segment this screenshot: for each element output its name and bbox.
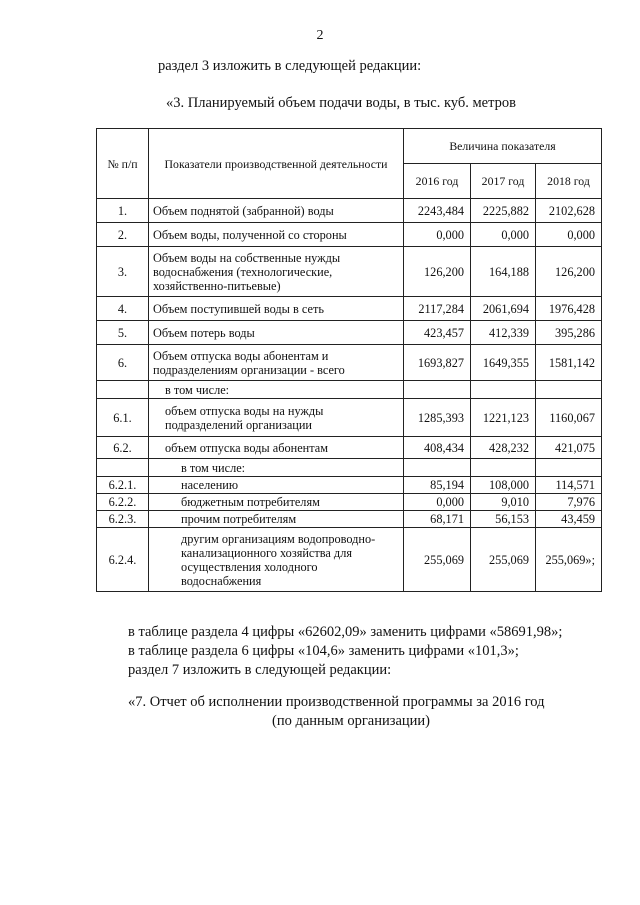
row-value: 2102,628	[536, 199, 602, 223]
table-row	[97, 247, 602, 297]
row-value: 1160,067	[536, 399, 602, 437]
row-label: Объем поднятой (забранной) воды	[149, 199, 404, 223]
change-line-1: в таблице раздела 4 цифры «62602,09» заменить цифрами «58691,98»;	[128, 624, 563, 640]
table-row	[97, 381, 602, 399]
header-year: 2017 год	[471, 164, 536, 199]
row-value: 126,200	[536, 247, 602, 297]
row-value: 0,000	[404, 494, 471, 511]
table-row	[97, 223, 602, 247]
row-label: в том числе:	[149, 381, 404, 399]
change-line-3: раздел 7 изложить в следующей редакции:	[128, 662, 392, 678]
row-number: 6.2.4.	[97, 528, 149, 592]
table-row	[97, 494, 602, 511]
row-number: 2.	[97, 223, 149, 247]
row-value: 0,000	[536, 223, 602, 247]
row-label: Объем воды на собственные нужды водоснабжения (технологические, хозяйственно-питьевые)	[149, 247, 404, 297]
table-row	[97, 199, 602, 223]
row-value: 7,976	[536, 494, 602, 511]
table-row	[97, 459, 602, 477]
row-value	[536, 459, 602, 477]
header-year: 2018 год	[536, 164, 602, 199]
row-label: Объем потерь воды	[149, 321, 404, 345]
table-row	[97, 528, 602, 592]
row-label: Объем воды, полученной со стороны	[149, 223, 404, 247]
row-value: 255,069	[404, 528, 471, 592]
row-value: 1581,142	[536, 345, 602, 381]
row-value: 255,069»;	[536, 528, 602, 592]
row-value: 1976,428	[536, 297, 602, 321]
section7-title: «7. Отчет об исполнении производственной программы за 2016 год	[128, 694, 545, 710]
row-number: 6.	[97, 345, 149, 381]
table-row	[97, 321, 602, 345]
row-number: 5.	[97, 321, 149, 345]
row-label: бюджетным потребителям	[149, 494, 404, 511]
table-header-row	[97, 129, 602, 164]
page-number: 2	[316, 28, 324, 43]
row-value	[404, 381, 471, 399]
row-number: 6.2.	[97, 437, 149, 459]
row-number	[97, 381, 149, 399]
header-year: 2016 год	[404, 164, 471, 199]
row-label: Объем отпуска воды абонентам и подразделениям организации - всего	[149, 345, 404, 381]
row-label: населению	[149, 477, 404, 494]
intro-text: раздел 3 изложить в следующей редакции:	[158, 58, 422, 74]
row-value: 412,339	[471, 321, 536, 345]
row-value	[404, 459, 471, 477]
water-supply-table	[96, 128, 602, 592]
table-row	[97, 399, 602, 437]
row-value: 1693,827	[404, 345, 471, 381]
row-number: 6.2.1.	[97, 477, 149, 494]
row-value	[536, 381, 602, 399]
table-row	[97, 477, 602, 494]
row-value: 0,000	[471, 223, 536, 247]
row-value: 395,286	[536, 321, 602, 345]
row-value: 255,069	[471, 528, 536, 592]
row-value: 1285,393	[404, 399, 471, 437]
header-indicators: Показатели производственной деятельности	[149, 129, 404, 199]
row-label: Объем поступившей воды в сеть	[149, 297, 404, 321]
row-value: 2243,484	[404, 199, 471, 223]
table-row	[97, 345, 602, 381]
row-value: 1649,355	[471, 345, 536, 381]
row-number: 1.	[97, 199, 149, 223]
row-value: 0,000	[404, 223, 471, 247]
row-number: 6.2.2.	[97, 494, 149, 511]
row-value	[471, 381, 536, 399]
row-value: 2225,882	[471, 199, 536, 223]
row-value: 68,171	[404, 511, 471, 528]
row-value: 43,459	[536, 511, 602, 528]
row-value: 114,571	[536, 477, 602, 494]
row-number: 6.1.	[97, 399, 149, 437]
row-value: 56,153	[471, 511, 536, 528]
section7-subtitle: (по данным организации)	[272, 713, 431, 729]
change-line-2: в таблице раздела 6 цифры «104,6» заменить цифрами «101,3»;	[128, 643, 519, 659]
row-value: 85,194	[404, 477, 471, 494]
table-row	[97, 297, 602, 321]
row-number: 3.	[97, 247, 149, 297]
section-title: «3. Планируемый объем подачи воды, в тыс. куб. метров	[166, 95, 516, 111]
header-num: № п/п	[97, 129, 149, 199]
row-value: 1221,123	[471, 399, 536, 437]
row-value: 164,188	[471, 247, 536, 297]
row-label: в том числе:	[149, 459, 404, 477]
row-label: другим организациям водопроводно-канализационного хозяйства для осуществления холодного водоснабжения	[149, 528, 404, 592]
row-value	[471, 459, 536, 477]
row-value: 408,434	[404, 437, 471, 459]
table-row	[97, 511, 602, 528]
row-value: 126,200	[404, 247, 471, 297]
row-label: прочим потребителям	[149, 511, 404, 528]
row-value: 428,232	[471, 437, 536, 459]
row-number: 4.	[97, 297, 149, 321]
row-label: объем отпуска воды абонентам	[149, 437, 404, 459]
row-number: 6.2.3.	[97, 511, 149, 528]
row-number	[97, 459, 149, 477]
table-row	[97, 437, 602, 459]
row-value: 2061,694	[471, 297, 536, 321]
row-label: объем отпуска воды на нужды подразделений организации	[149, 399, 404, 437]
row-value: 108,000	[471, 477, 536, 494]
row-value: 421,075	[536, 437, 602, 459]
row-value: 2117,284	[404, 297, 471, 321]
header-value: Величина показателя	[404, 129, 602, 164]
row-value: 423,457	[404, 321, 471, 345]
row-value: 9,010	[471, 494, 536, 511]
